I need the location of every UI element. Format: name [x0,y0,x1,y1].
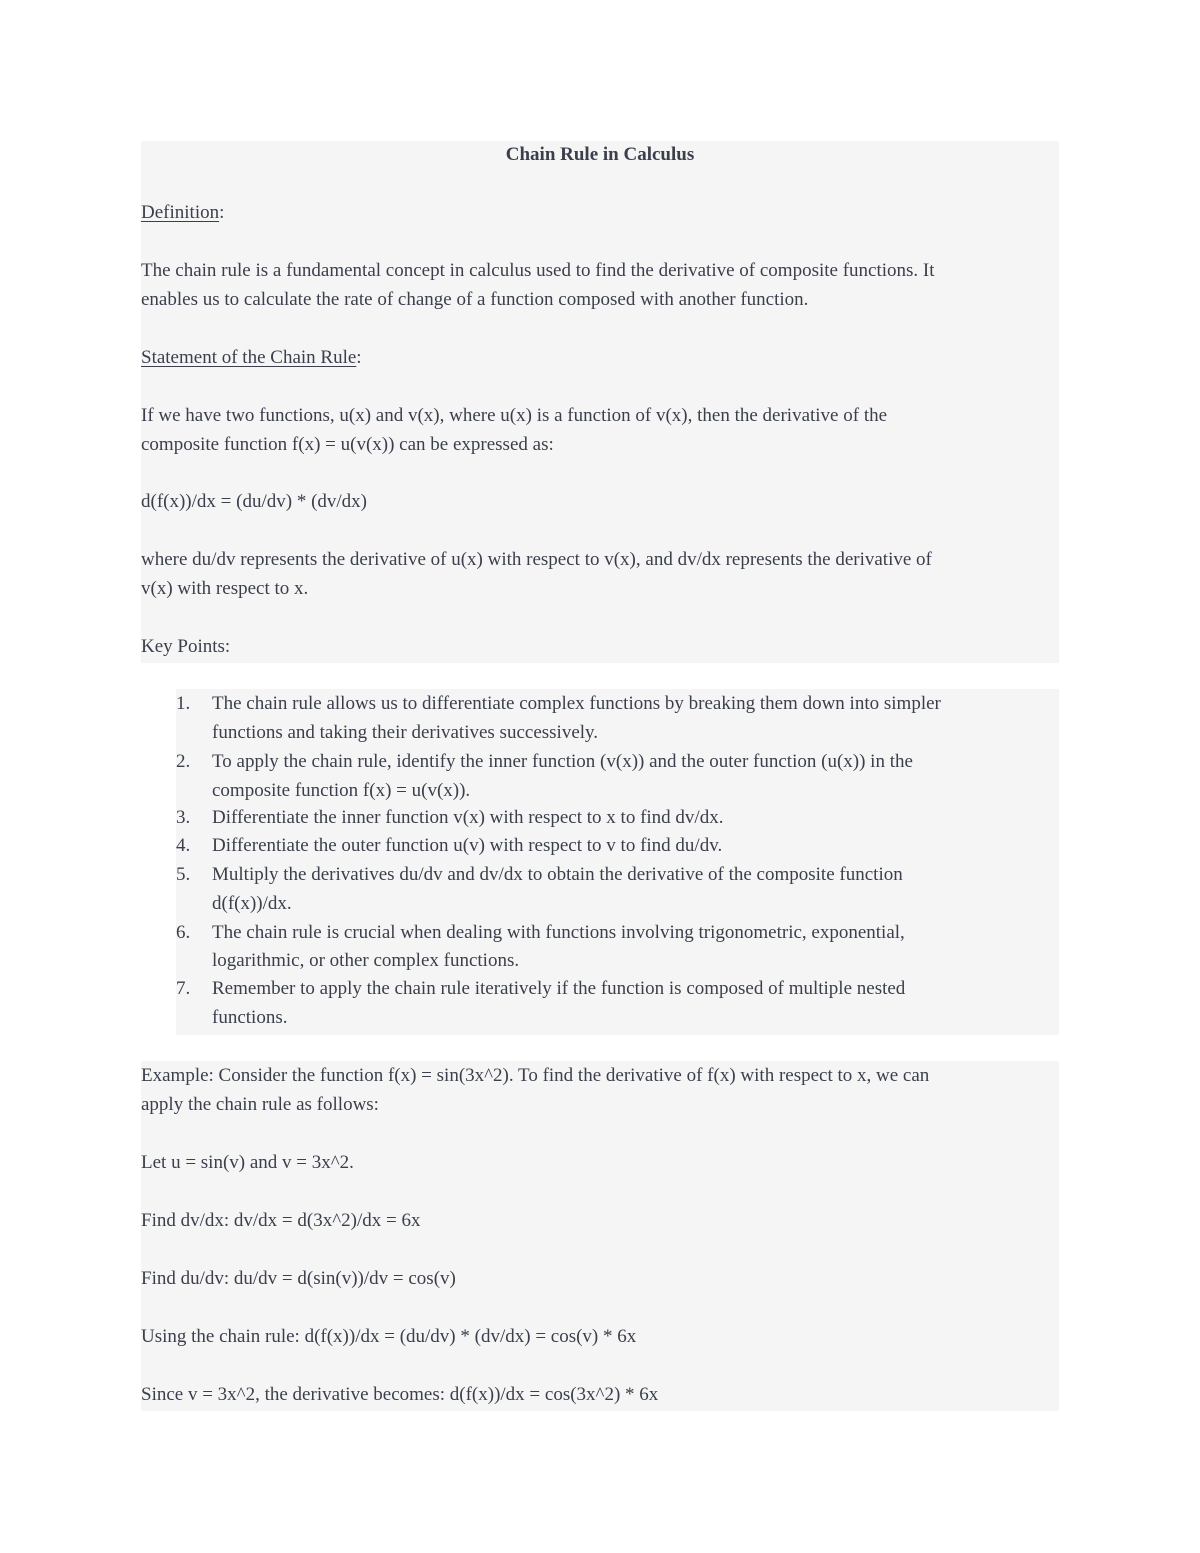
where-line-1: where du/dv represents the derivative of u(x) with respect to v(x), and dv/dx represents the derivative of [141,549,932,570]
example-line-2: apply the chain rule as follows: [141,1094,379,1115]
definition-line-1: The chain rule is a fundamental concept in calculus used to find the derivative of composite functions. It [141,260,935,281]
statement-line-2: composite function f(x) = u(v(x)) can be expressed as: [141,434,554,455]
using-chain-rule-line: Using the chain rule: d(f(x))/dx = (du/dv) * (dv/dx) = cos(v) * 6x [141,1326,637,1347]
list-item-text: Differentiate the outer function u(v) with respect to v to find du/dv. [212,835,723,856]
list-item-text: The chain rule is crucial when dealing with functions involving trigonometric, exponential, [212,922,905,943]
example-line-1: Example: Consider the function f(x) = sin(3x^2). To find the derivative of f(x) with respect to x, we can [141,1065,930,1086]
list-item-text: functions. [212,1007,288,1028]
definition-heading-colon: : [219,202,225,223]
list-item-text: composite function f(x) = u(v(x)). [212,780,471,801]
list-item-number: 6. [176,922,191,943]
list-item-text: Multiply the derivatives du/dv and dv/dx to obtain the derivative of the composite function [212,864,903,885]
list-item-text: Remember to apply the chain rule iteratively if the function is composed of multiple nested [212,978,906,999]
list-item-text: The chain rule allows us to differentiate complex functions by breaking them down into simpler [212,693,941,714]
statement-line-1: If we have two functions, u(x) and v(x), where u(x) is a function of v(x), then the derivative of the [141,405,888,426]
list-item-text: functions and taking their derivatives successively. [212,722,599,743]
find-dv-line: Find dv/dx: dv/dx = d(3x^2)/dx = 6x [141,1210,421,1231]
list-item-number: 5. [176,864,191,885]
chain-rule-formula: d(f(x))/dx = (du/dv) * (dv/dx) [141,491,367,512]
definition-heading [141,198,1051,227]
list-item-number: 4. [176,835,191,856]
key-points-heading: Key Points: [141,636,231,657]
list-item-text: logarithmic, or other complex functions. [212,950,520,971]
list-item-number: 2. [176,751,191,772]
statement-heading [141,343,1051,372]
find-du-line: Find du/dv: du/dv = d(sin(v))/dv = cos(v) [141,1268,456,1289]
statement-heading-label: Statement of the Chain Rule [141,347,357,368]
where-line-2: v(x) with respect to x. [141,578,309,599]
definition-line-2: enables us to calculate the rate of change of a function composed with another function. [141,289,809,310]
list-item-number: 3. [176,807,191,828]
statement-heading-colon: : [356,347,362,368]
list-item-text: Differentiate the inner function v(x) with respect to x to find dv/dx. [212,807,724,828]
since-line: Since v = 3x^2, the derivative becomes: d(f(x))/dx = cos(3x^2) * 6x [141,1384,659,1405]
list-item-text: d(f(x))/dx. [212,893,292,914]
list-item-number: 1. [176,693,191,714]
page-title: Chain Rule in Calculus [505,144,695,165]
let-line: Let u = sin(v) and v = 3x^2. [141,1152,354,1173]
list-item-number: 7. [176,978,191,999]
definition-heading-label: Definition [141,202,220,223]
list-item-text: To apply the chain rule, identify the inner function (v(x)) and the outer function (u(x)) in the [212,751,913,772]
